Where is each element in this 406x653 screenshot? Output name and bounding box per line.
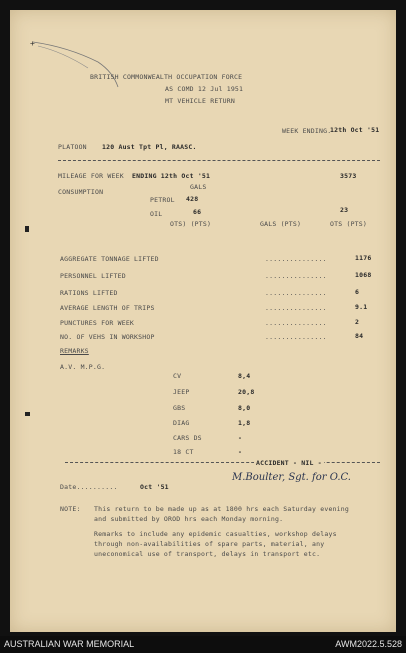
remarks-title: REMARKS [60,347,89,355]
note-line1: This return to be made up as at 1800 hrs each Saturday evening [94,505,350,513]
leader-dots: ............... [265,304,327,312]
stat-label: AGGREGATE TONNAGE LIFTED [60,255,159,263]
stat-value: 9.1 [355,303,368,311]
oil-value: 66 [193,208,202,216]
consumption-unit: GALS [190,183,207,191]
remarks-row-label: 18 CT [173,448,194,456]
stat-value: 1176 [355,254,372,262]
stat-value: 1068 [355,271,372,279]
column-c: OTS (PTS) [330,220,368,228]
mileage-value: 3573 [340,172,357,180]
divider [58,160,380,161]
column-b: GALS (PTS) [260,220,302,228]
stat-value: 84 [355,332,364,340]
archive-footer [0,636,406,653]
leader-dots: ............... [265,319,327,327]
leader-dots: ............... [265,272,327,280]
note-line2: and submitted by OROD hrs each Monday morning. [94,515,284,523]
oil-label: OIL [150,210,163,218]
stat-label: AVERAGE LENGTH OF TRIPS [60,304,155,312]
remarks-row-label: CV [173,372,182,380]
week-ending-label: WEEK ENDING. [282,127,332,135]
date-label: Date.......... [60,483,118,491]
petrol-value: 428 [186,195,199,203]
stat-label: NO. OF VEHS IN WORKSHOP [60,333,155,341]
stat-label: RATIONS LIFTED [60,289,118,297]
remarks-note3: uneconomical use of transport, delays in transport etc. [94,550,321,558]
remarks-note1: Remarks to include any epidemic casualties, workshop delays [94,530,337,538]
date-value: Oct '51 [140,483,169,491]
header-line1: BRITISH COMMONWEALTH OCCUPATION FORCE [90,73,243,81]
footer-right: AWM2022.5.528 [335,639,402,649]
mpg-label: A.V. M.P.G. [60,363,106,371]
remarks-row-value: 8,0 [238,404,251,412]
oil-extra-value: 23 [340,206,349,214]
remarks-row-value: 1,8 [238,419,251,427]
stat-value: 2 [355,318,360,326]
punch-mark [25,412,30,416]
platoon-value: 120 Aust Tpt Pl, RAASC. [102,143,197,151]
punch-mark [25,226,29,232]
consumption-label: CONSUMPTION [58,188,104,196]
header-line2: AS COMD 12 Jul 1951 [165,85,244,93]
mileage-label: MILEAGE FOR WEEK [58,172,124,180]
accident-text: ACCIDENT - NIL - [256,459,322,467]
stat-value: 6 [355,288,360,296]
stat-label: PERSONNEL LIFTED [60,272,126,280]
stat-label: PUNCTURES FOR WEEK [60,319,135,327]
petrol-label: PETROL [150,196,175,204]
platoon-label: PLATOON [58,143,87,151]
header-line3: MT VEHICLE RETURN [165,97,235,105]
remarks-row-value: - [238,448,243,456]
svg-text:+: + [30,39,35,48]
remarks-note2: through non-availabilities of spare parts, material, any [94,540,325,548]
remarks-row-label: JEEP [173,388,190,396]
leader-dots: ............... [265,255,327,263]
footer-left: AUSTRALIAN WAR MEMORIAL [4,639,135,649]
note-label: NOTE: [60,505,81,513]
column-a: OTS) (PTS) [170,220,212,228]
leader-dots: ............... [265,289,327,297]
remarks-row-label: GBS [173,404,186,412]
remarks-row-label: CARS DS [173,434,202,442]
week-ending-value: 12th Oct '51 [330,126,380,134]
divider [65,462,380,463]
remarks-row-value: 20,8 [238,388,255,396]
pencil-scribble [28,32,138,92]
remarks-row-value: 8,4 [238,372,251,380]
signature: M.Boulter, Sgt. for O.C. [232,472,351,483]
mileage-ending: ENDING 12th Oct '51 [132,172,211,180]
leader-dots: ............... [265,333,327,341]
remarks-row-value: - [238,434,243,442]
document-page [10,10,396,632]
remarks-row-label: DIAG [173,419,190,427]
